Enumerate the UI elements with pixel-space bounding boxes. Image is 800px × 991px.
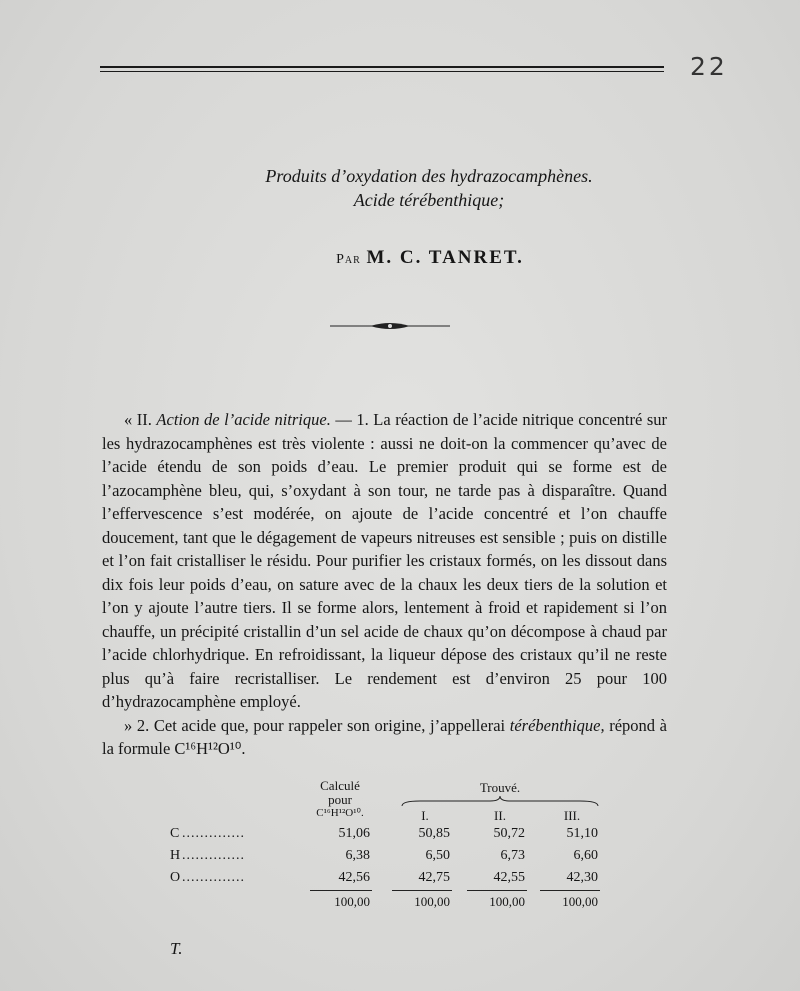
row-val-2: 50,72	[493, 826, 525, 841]
title-line-1: Produits d’oxydation des hydrazocamphènes.	[265, 166, 593, 186]
row-calc: 42,56	[338, 870, 370, 885]
row-dots: ..............	[182, 826, 245, 841]
total-3: 100,00	[562, 894, 598, 909]
row-val-3: 51,10	[566, 826, 598, 841]
header-formula: C¹⁶H¹²O¹⁰.	[316, 807, 364, 819]
row-dots: ..............	[182, 848, 245, 863]
byline-par: Par	[336, 252, 361, 267]
sum-rule	[392, 890, 452, 891]
sum-rule	[540, 890, 600, 891]
header-pour: pour	[328, 792, 352, 807]
trouve-brace-icon	[400, 796, 600, 808]
total-2: 100,00	[489, 894, 525, 909]
row-dots: ..............	[182, 870, 245, 885]
title-line-2: Acide térébenthique;	[353, 190, 505, 210]
row-label: H	[170, 848, 181, 863]
row-label: O	[170, 870, 181, 885]
paragraph-1-lead: « II.	[124, 410, 157, 429]
paragraph-2-text: répond à la formule C¹⁶H¹²O¹⁰.	[102, 715, 667, 758]
paragraph-2-term: térébenthique,	[509, 715, 605, 735]
page-number: 22	[690, 52, 728, 81]
paragraph-acide-terebenthique	[102, 714, 667, 761]
row-val-1: 6,50	[425, 848, 450, 863]
byline-author: M. C. TANRET.	[366, 247, 524, 268]
header-trouve: Trouvé.	[479, 780, 521, 795]
signature-initial: T.	[170, 939, 183, 958]
header-col-2: II.	[494, 808, 506, 823]
paragraph-1-heading: Action de l’acide nitrique.	[156, 410, 331, 429]
ornament-divider-icon	[330, 320, 450, 332]
paragraph-action-acide-nitrique	[102, 408, 667, 714]
sum-rule	[310, 890, 372, 891]
row-calc: 51,06	[338, 826, 370, 841]
top-rule-1	[100, 66, 664, 68]
total-1: 100,00	[414, 894, 450, 909]
row-val-3: 6,60	[573, 848, 598, 863]
header-calcule: Calculé	[320, 778, 360, 793]
row-val-1: 50,85	[418, 826, 450, 841]
byline	[0, 247, 800, 269]
row-label: C	[170, 826, 180, 841]
row-calc: 6,38	[345, 848, 370, 863]
total-calc: 100,00	[334, 894, 370, 909]
body-text	[102, 408, 667, 761]
sum-rule	[467, 890, 527, 891]
header-col-3: III.	[563, 808, 581, 823]
row-val-1: 42,75	[418, 870, 450, 885]
paragraph-2-lead: » 2. Cet acide que, pour rappeler son origine, j’appellerai	[124, 715, 510, 735]
top-rule-2	[100, 71, 664, 72]
row-val-2: 42,55	[493, 870, 525, 885]
row-val-3: 42,30	[566, 870, 598, 885]
row-val-2: 6,73	[500, 848, 525, 863]
header-col-1: I.	[421, 808, 429, 823]
paragraph-1-text: — 1. La réaction de l’acide nitrique concentré sur les hydrazocamphènes est très violente : aussi ne doit-on la commencer qu’avec de l’acide étendu de son poids d’eau. Le premier produit qui se forme est de l’azocamphène bleu, qui, s’oxydant à son tour, ne tarde pas à disparaître. Quand l’effervescence s’est modérée, on ajoute de l’acide concentré et l’on chauffe doucement, tant que le dégagement de vapeurs nitreuses est sensible ; puis on distille et l’on fait cristalliser le résidu. Pour purifier les cristaux formés, on les dissout dans dix fois leur poids d’eau, on sature avec de la chaux les deux tiers de la solution et l’on y ajoute l’autre tiers. Il se forme alors, lentement à froid et rapidement si l’on chauffe, un précipité cristallin d’un sel acide de chaux qu’on décompose à chaud par l’acide chlorhydrique. En refroidissant, la liqueur dépose des cristaux qu’il ne reste plus qu’à faire recristalliser. Le rendement est d’environ 25 pour 100 d’hydrazocamphène employé.	[102, 410, 668, 711]
